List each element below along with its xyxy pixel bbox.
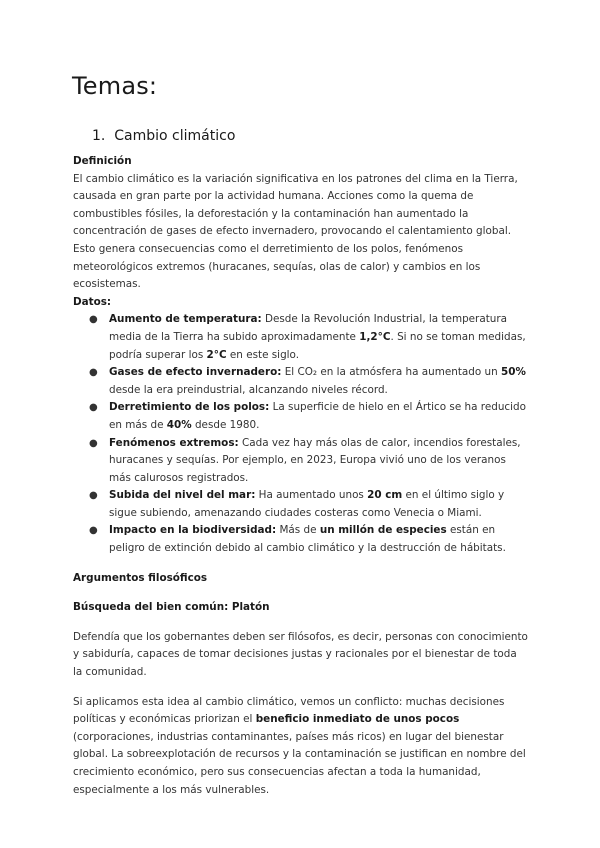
list-item: ● Subida del nivel del mar: Ha aumentado unos 20 cm en el último siglo y sigue subiendo, amenazando ciudades costeras como Venecia o Miami. xyxy=(89,489,505,519)
data-list xyxy=(73,311,528,557)
bullet-icon: ● xyxy=(89,367,98,379)
list-item: ● Fenómenos extremos: Cada vez hay más olas de calor, incendios forestales, huracanes y sequías. Por ejemplo, en 2023, Europa vivió uno de los veranos más calurosos registrados. xyxy=(89,436,521,484)
topic-heading xyxy=(92,128,235,144)
bullet-icon: ● xyxy=(89,314,98,326)
bullet-icon: ● xyxy=(89,490,98,502)
topic-number: 1. xyxy=(92,128,106,144)
plato-subheading: Búsqueda del bien común: Platón xyxy=(73,601,270,614)
list-item: ● Derretimiento de los polos: La superficie de hielo en el Ártico se ha reducido en más de 40% desde 1980. xyxy=(89,401,526,431)
topic-label: Cambio climático xyxy=(114,128,236,144)
arguments-heading: Argumentos filosóficos xyxy=(73,571,208,584)
list-item: ● Gases de efecto invernadero: El CO₂ en la atmósfera ha aumentado un 50% desde la era preindustrial, alcanzando niveles récord. xyxy=(89,366,526,396)
page-title: Temas: xyxy=(72,72,158,100)
document-body xyxy=(73,153,528,799)
bullet-icon: ● xyxy=(89,402,98,414)
definition-text: El cambio climático es la variación significativa en los patrones del clima en la Tierra, causada en gran parte por la actividad humana. Acciones como la quema de combustibles fósiles, la deforestación y la contaminación han aumentado la concentración de gases de efecto invernadero, provocando el calentamiento global. Esto genera consecuencias como el derretimiento de los polos, fenómenos meteorológicos extremos (huracanes, sequías, olas de calor) y cambios en los ecosistemas. xyxy=(73,172,518,291)
bullet-icon: ● xyxy=(89,437,98,449)
bullet-icon: ● xyxy=(89,525,98,537)
plato-paragraph-2: Si aplicamos esta idea al cambio climático, vemos un conflicto: muchas decisiones políticas y económicas priorizan el beneficio inmediato de unos pocos (corporaciones, industrias contaminantes, países más ricos) en lugar del bienestar global. La sobreexplotación de recursos y la contaminación se justifican en nombre del crecimiento económico, pero sus consecuencias afectan a toda la humanidad, especialmente a los más vulnerables. xyxy=(73,695,526,796)
list-item: ● Aumento de temperatura: Desde la Revolución Industrial, la temperatura media de la Tierra ha subido aproximadamente 1,2°C. Si no se toman medidas, podría superar los 2°C en este siglo. xyxy=(89,313,526,361)
plato-paragraph-1: Defendía que los gobernantes deben ser filósofos, es decir, personas con conocimiento y sabiduría, capaces de tomar decisiones justas y racionales por el bienestar de toda la comunidad. xyxy=(73,630,528,679)
data-heading: Datos: xyxy=(73,295,112,308)
list-item: ● Impacto en la biodiversidad: Más de un millón de especies están en peligro de extinción debido al cambio climático y la destrucción de hábitats. xyxy=(89,524,506,555)
definition-heading: Definición xyxy=(73,155,132,167)
